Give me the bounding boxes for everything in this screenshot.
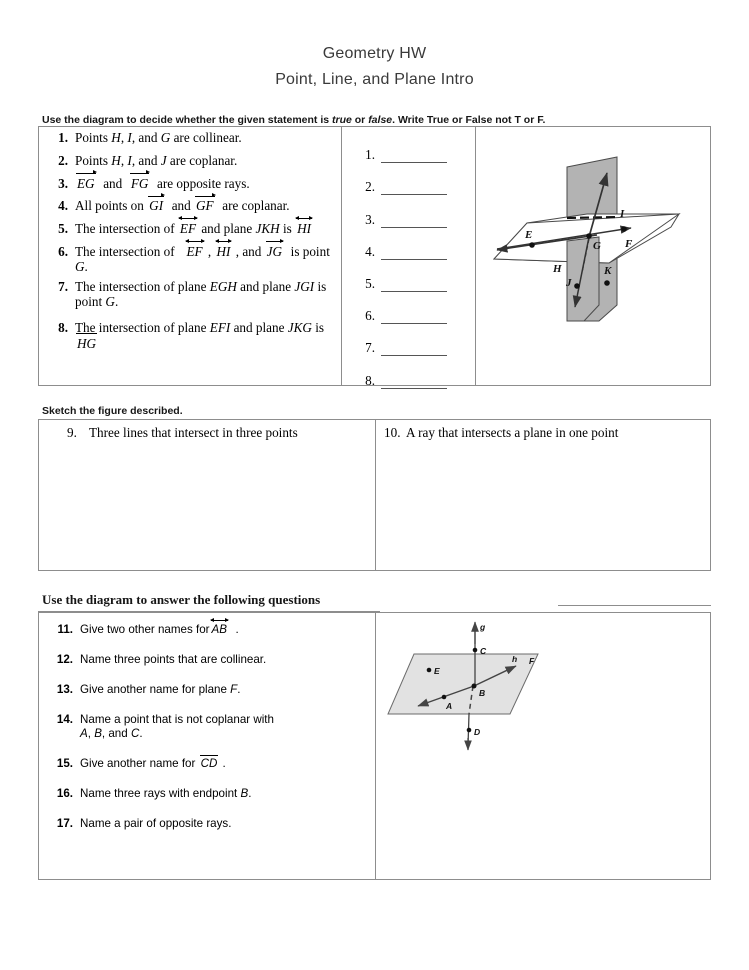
label-k: K	[604, 265, 612, 277]
question-row	[43, 787, 369, 801]
answer-number: 2.	[365, 179, 375, 195]
statement-text: Points H, I, and J are coplanar.	[75, 152, 238, 168]
statement-number: 1.	[58, 130, 68, 145]
table-divider-statements	[341, 127, 342, 385]
statement-row	[45, 279, 341, 310]
answer-blank-row[interactable]	[349, 356, 469, 388]
question-text: Give another name for CD .	[80, 757, 226, 771]
statement-list	[45, 130, 341, 358]
answer-blank-row[interactable]	[349, 195, 469, 227]
line-ef-notation-2: EF	[186, 244, 204, 259]
label-d: D	[474, 727, 481, 737]
question-row	[43, 653, 369, 667]
statement-text: Points H, I, and G are collinear.	[75, 130, 242, 145]
ray-fg-notation: FG	[130, 175, 149, 191]
point-c	[473, 648, 478, 653]
label-b: B	[479, 688, 486, 698]
sketch-item-10	[384, 425, 618, 441]
sketch-heading: Sketch the figure described.	[42, 405, 183, 417]
plane-f-diagram	[386, 614, 576, 754]
answer-blank-row[interactable]	[349, 228, 469, 260]
question-number: 13.	[56, 682, 73, 696]
question-row	[43, 713, 369, 742]
statement-row	[45, 153, 341, 168]
point-f	[621, 226, 627, 232]
question-number: 14.	[56, 712, 73, 726]
label-h: H	[553, 263, 562, 275]
label-j: J	[566, 277, 572, 289]
question-text: Give another name for plane F.	[80, 682, 241, 696]
sketch-text: Three lines that intersect in three points	[89, 425, 298, 440]
answer-blank-row[interactable]	[349, 292, 469, 324]
statement-row	[45, 244, 341, 275]
question-number: 17.	[56, 817, 73, 831]
answer-blank[interactable]	[381, 376, 447, 389]
ray-eg-notation: EG	[77, 175, 95, 191]
answer-blank-row[interactable]	[349, 260, 469, 292]
answer-number: 5.	[365, 275, 375, 291]
statement-number: 4.	[58, 198, 68, 214]
answer-blank-column	[349, 131, 469, 389]
ray-jg-notation: JG	[266, 244, 283, 260]
tf-heading-before: Use the diagram to decide whether the given statement is	[42, 114, 332, 126]
question-text: Name a point that is not coplanar with A, B, and C.	[80, 712, 274, 741]
statement-row	[45, 320, 341, 351]
sketch-table-divider	[375, 420, 376, 570]
point-a	[442, 695, 447, 700]
answer-blank[interactable]	[381, 279, 447, 292]
statement-text: The intersection of plane EGH and plane JGI is point G.	[75, 278, 327, 309]
statement-number: 6.	[58, 244, 68, 260]
statement-row	[45, 130, 341, 145]
sketch-item-9	[67, 425, 298, 441]
answer-blank-row[interactable]	[349, 131, 469, 163]
line-hi-notation-2: HI	[216, 244, 232, 259]
answer-blank[interactable]	[381, 343, 447, 356]
tf-heading-mid: or	[351, 114, 369, 126]
question-text: Name three points that are collinear.	[80, 652, 267, 666]
answer-blank-row[interactable]	[349, 324, 469, 356]
label-e: E	[525, 229, 533, 241]
line-hi-notation: HI	[296, 221, 312, 236]
statement-text: The intersection of EF and plane JKH is HI	[75, 221, 341, 236]
sketch-table	[38, 419, 711, 571]
label-c: C	[480, 646, 487, 656]
statement-row	[45, 176, 341, 191]
question-row	[43, 817, 369, 831]
statement-text: All points on GI and GF are coplanar.	[75, 198, 290, 214]
answer-blank-row[interactable]	[349, 163, 469, 195]
answer-blank[interactable]	[381, 247, 447, 260]
answer-blank[interactable]	[381, 182, 447, 195]
answer-number: 6.	[365, 308, 375, 324]
answer-number: 7.	[365, 340, 375, 356]
answer-blank[interactable]	[381, 150, 447, 163]
statement-row	[45, 198, 341, 213]
point-k	[604, 280, 610, 286]
question-row	[43, 683, 369, 697]
statement-number: 3.	[58, 175, 68, 191]
question-list	[43, 623, 369, 847]
statement-number: 8.	[58, 320, 68, 336]
questions-heading: Use the diagram to answer the following questions	[42, 592, 321, 607]
answer-number: 1.	[365, 147, 375, 163]
ray-gf-notation: GF	[196, 198, 214, 214]
sketch-number: 9.	[67, 425, 77, 440]
segment-hg-notation: HG	[77, 335, 97, 351]
tf-heading-true: true	[332, 114, 352, 126]
sketch-number: 10.	[384, 425, 401, 440]
statement-number: 7.	[58, 278, 68, 294]
label-g: G	[593, 240, 601, 252]
label-e: E	[434, 666, 440, 676]
statement-text: EG and FG are opposite rays.	[77, 175, 250, 191]
question-text: Name three rays with endpoint B.	[80, 787, 252, 801]
answer-blank[interactable]	[381, 311, 447, 324]
two-planes-diagram	[489, 155, 694, 345]
line-ab-notation: AB	[211, 623, 228, 636]
plane-f-svg	[386, 614, 576, 754]
true-false-heading	[42, 114, 545, 126]
page-title: Geometry HW	[322, 45, 427, 62]
ray-gi-notation: GI	[149, 198, 164, 214]
answer-number: 4.	[365, 243, 375, 259]
point-b	[472, 684, 477, 689]
question-number: 16.	[56, 787, 73, 801]
answer-blank[interactable]	[381, 215, 447, 228]
question-text: Name a pair of opposite rays.	[80, 817, 232, 831]
answer-number: 8.	[365, 372, 375, 388]
page-subtitle: Point, Line, and Plane Intro	[275, 71, 474, 88]
question-number: 12.	[56, 652, 73, 666]
statement-number: 2.	[58, 152, 68, 168]
statement-number: 5.	[58, 221, 68, 237]
label-g-line: g	[480, 622, 486, 632]
question-number: 15.	[56, 757, 73, 771]
point-e	[427, 668, 432, 673]
label-f: F	[625, 238, 633, 250]
questions-table	[38, 612, 711, 880]
label-i: I	[620, 208, 625, 220]
point-e	[529, 242, 535, 248]
label-h-line: h	[512, 654, 518, 664]
questions-top-border-right	[558, 605, 711, 606]
point-d	[467, 728, 472, 733]
table-divider-diagram	[475, 127, 476, 385]
label-a: A	[446, 701, 453, 711]
point-g	[586, 233, 592, 239]
segment-cd-notation: CD	[200, 757, 218, 771]
line-ef-notation: EF	[179, 221, 197, 236]
answer-number: 3.	[365, 211, 375, 227]
question-number: 11.	[57, 623, 73, 636]
tf-heading-false: false	[368, 114, 393, 126]
tf-heading-after: . Write True or False not T or F.	[392, 114, 546, 126]
question-text: Give two other names for AB .	[80, 623, 369, 637]
point-j	[574, 283, 580, 289]
two-planes-svg	[489, 155, 694, 345]
questions-table-divider	[375, 613, 376, 879]
sketch-text: A ray that intersects a plane in one point	[406, 425, 619, 440]
statement-text: The intersection of EF , HI , and JG is point G.	[75, 244, 341, 275]
statement-row	[45, 221, 341, 236]
question-row	[43, 623, 369, 637]
label-plane-f: F	[529, 656, 535, 666]
question-row	[43, 757, 369, 771]
statement-text: The intersection of plane EFI and plane JKG is HG	[75, 320, 325, 351]
